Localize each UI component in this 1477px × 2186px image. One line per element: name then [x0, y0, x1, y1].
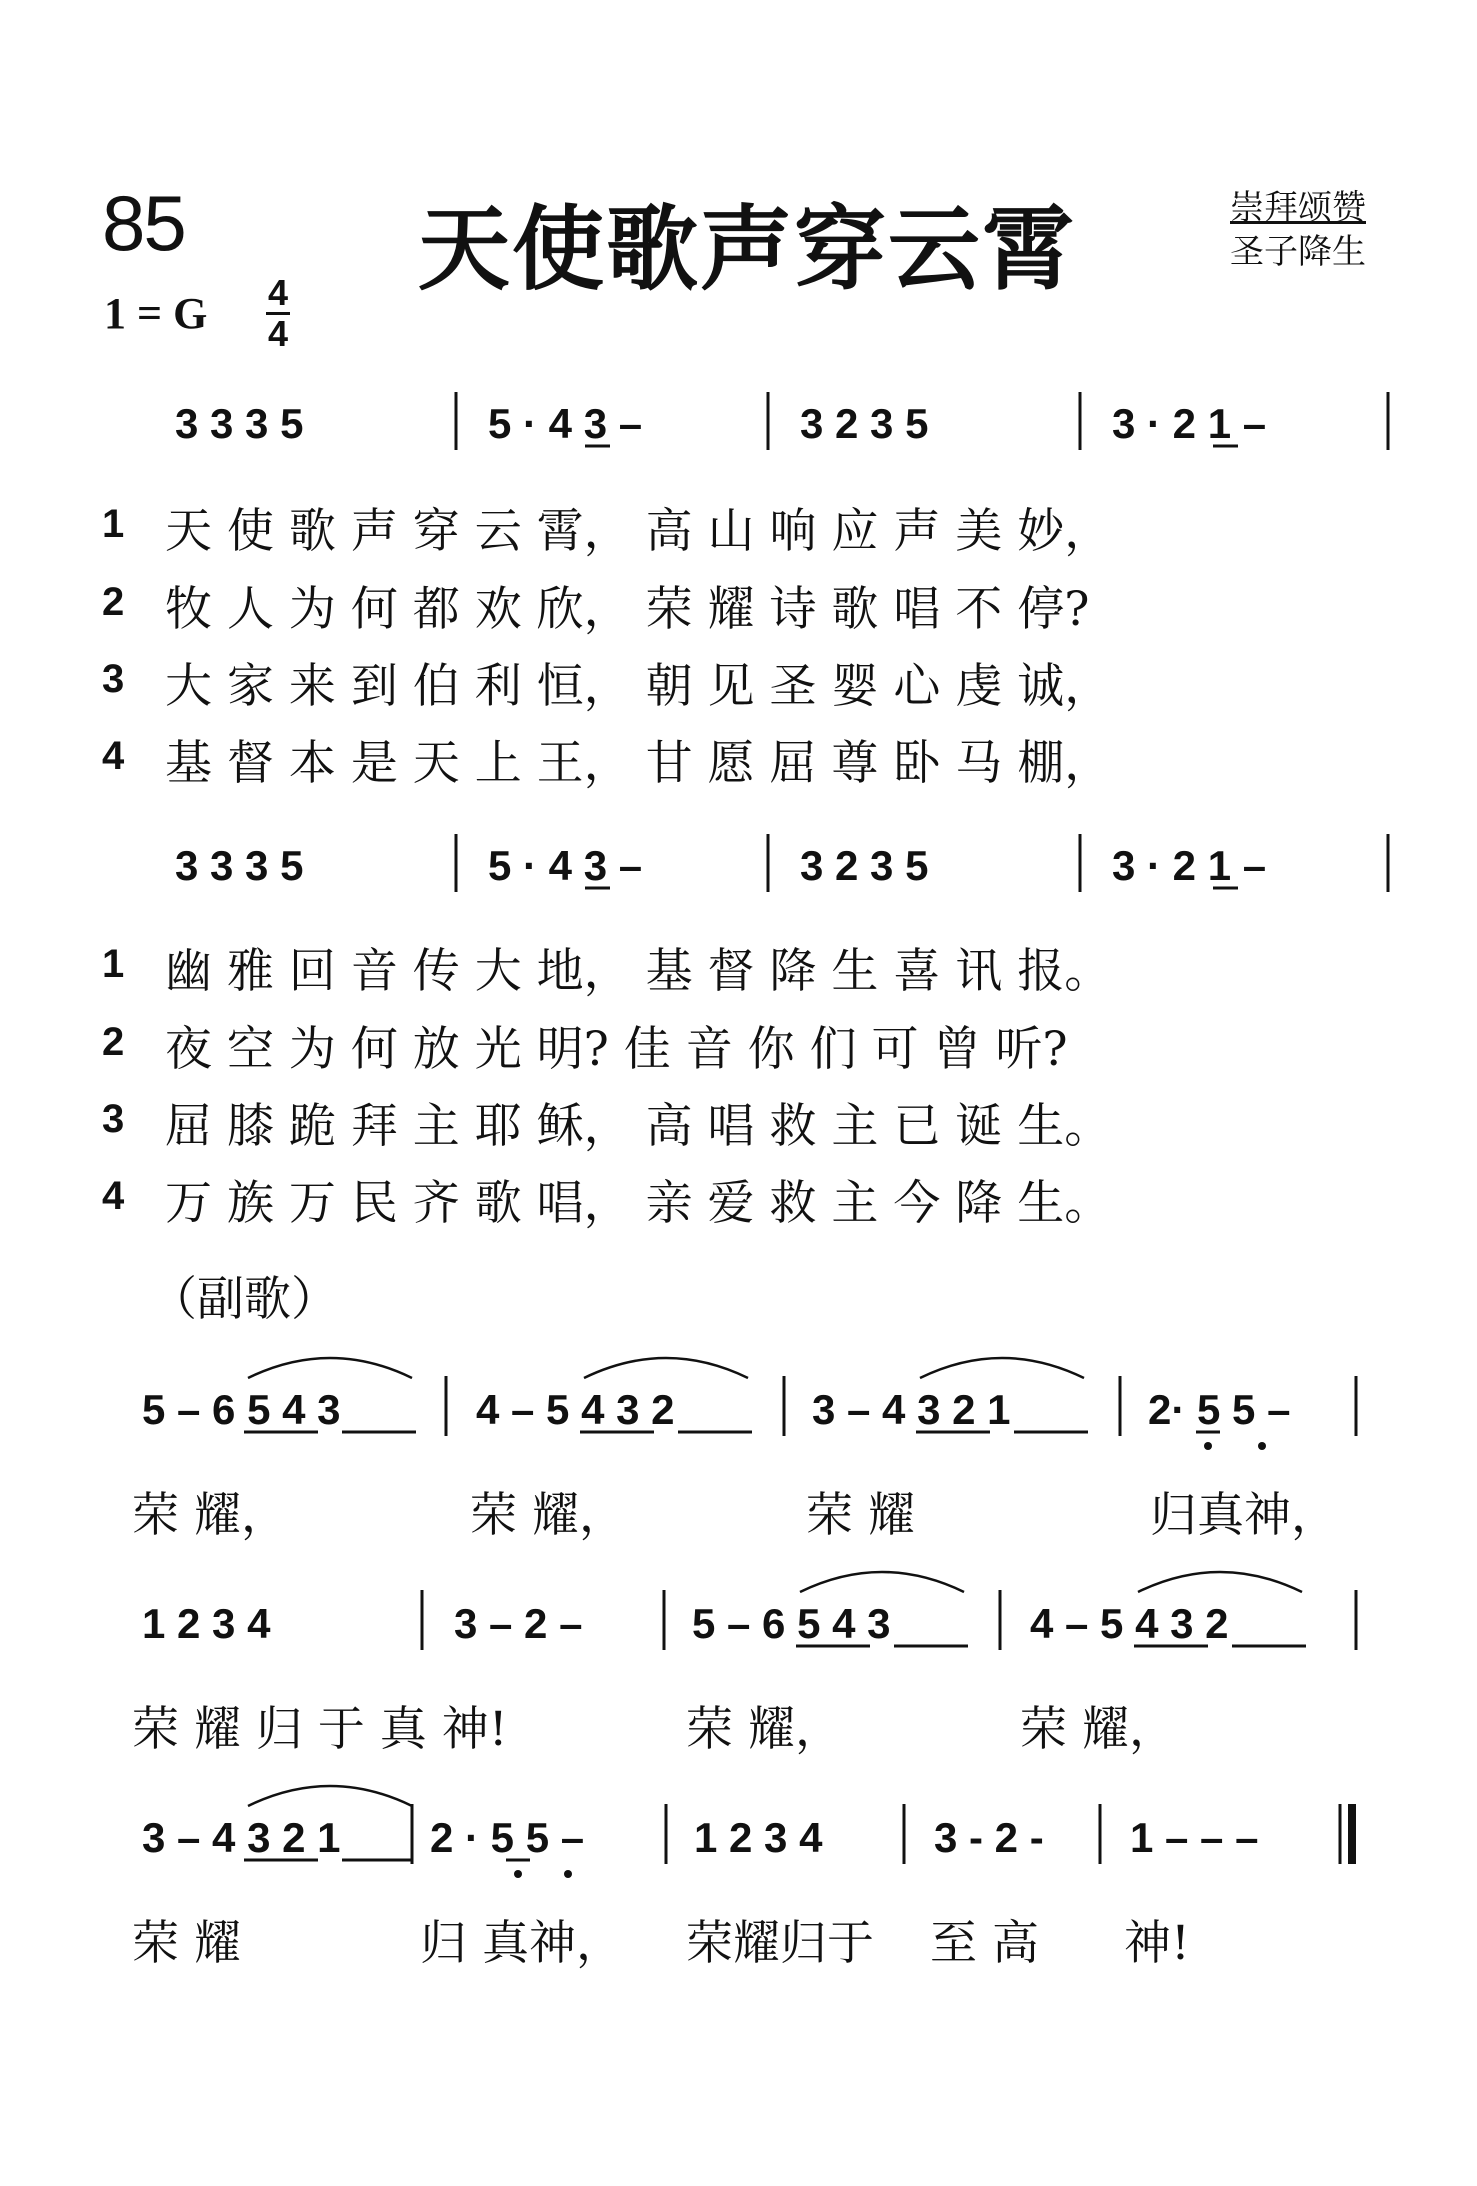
r3-measure-4: 3 - 2 - — [934, 1814, 1044, 1861]
slur — [248, 1358, 412, 1378]
s2-verse-1: 幽 雅 回 音 传 大 地， 基 督 降 生 喜 讯 报。 — [165, 944, 1112, 999]
verse-number: 4 — [102, 734, 125, 778]
hymn-number: 85 — [102, 179, 185, 267]
r1-measure-1: 5 – 6 5 4 3 — [142, 1386, 341, 1433]
r1-measure-3: 3 – 4 3 2 1 — [812, 1386, 1011, 1433]
s1-verse-3: 大 家 来 到 伯 利 恒， 朝 见 圣 婴 心 虔 诚， — [165, 659, 1112, 714]
verse-number: 1 — [102, 942, 125, 986]
r2-lyric-3: 荣 耀， — [1020, 1702, 1176, 1757]
r3-lyric-4: 至 高 — [930, 1916, 1039, 1971]
s2-measure-4: 3 · 2 1 – — [1112, 842, 1267, 889]
slur — [584, 1358, 748, 1378]
slur — [920, 1358, 1084, 1378]
r1-lyric-2: 荣 耀， — [470, 1488, 626, 1543]
octave-dot — [514, 1870, 522, 1878]
verse-number: 2 — [102, 1020, 125, 1064]
r3-measure-1: 3 – 4 3 2 1 — [142, 1814, 341, 1861]
s1-measure-3: 3 2 3 5 — [800, 400, 929, 447]
time-signature-bottom: 4 — [267, 313, 289, 354]
s2-verse-4: 万 族 万 民 齐 歌 唱， 亲 爱 救 主 今 降 生。 — [165, 1176, 1112, 1231]
s1-measure-4: 3 · 2 1 – — [1112, 400, 1267, 447]
r3-lyric-1: 荣 耀 — [132, 1916, 241, 1971]
final-barline-thick — [1348, 1804, 1356, 1864]
r3-lyric-2: 归 真神， — [420, 1916, 623, 1971]
verse-number: 3 — [102, 657, 125, 701]
r3-measure-5: 1 – – – — [1130, 1814, 1259, 1861]
s1-verse-1: 天 使 歌 声 穿 云 霄， 高 山 响 应 声 美 妙， — [165, 504, 1112, 559]
s2-verse-2: 夜 空 为 何 放 光 明? 佳 音 你 们 可 曾 听? — [165, 1022, 1068, 1077]
time-signature-top: 4 — [267, 272, 289, 313]
s1-measure-2: 5 · 4 3 – — [488, 400, 643, 447]
r2-lyric-1: 荣 耀 归 于 真 神! — [132, 1702, 508, 1757]
s2-verse-3: 屈 膝 跪 拜 主 耶 稣， 高 唱 救 主 已 诞 生。 — [165, 1099, 1112, 1154]
r2-measure-4: 4 – 5 4 3 2 — [1030, 1600, 1229, 1647]
slur — [248, 1786, 412, 1806]
r1-measure-4: 2· 5 5 – — [1148, 1386, 1291, 1433]
verse-number: 1 — [102, 502, 125, 546]
key-signature: 1 = G — [104, 289, 208, 338]
octave-dot — [1258, 1442, 1266, 1450]
s1-verse-4: 基 督 本 是 天 上 王， 甘 愿 屈 尊 卧 马 棚， — [165, 736, 1112, 791]
s2-measure-3: 3 2 3 5 — [800, 842, 929, 889]
octave-dot — [1204, 1442, 1212, 1450]
r1-lyric-1: 荣 耀， — [132, 1488, 288, 1543]
verse-number: 3 — [102, 1097, 125, 1141]
category-primary: 崇拜颂赞 — [1230, 188, 1366, 228]
r2-measure-2: 3 – 2 – — [454, 1600, 583, 1647]
r2-measure-1: 1 2 3 4 — [142, 1600, 271, 1647]
r1-measure-2: 4 – 5 4 3 2 — [476, 1386, 675, 1433]
s1-verse-2: 牧 人 为 何 都 欢 欣， 荣 耀 诗 歌 唱 不 停? — [165, 582, 1090, 637]
r3-lyric-5: 神! — [1124, 1916, 1190, 1971]
octave-dot — [564, 1870, 572, 1878]
verse-number: 2 — [102, 580, 125, 624]
hymn-title: 天使歌声穿云霄 — [418, 196, 1077, 303]
r3-lyric-3: 荣耀归于 — [686, 1916, 874, 1971]
s2-measure-1: 3 3 3 5 — [175, 842, 304, 889]
slur — [1138, 1572, 1302, 1592]
r1-lyric-4: 归真神， — [1150, 1488, 1338, 1543]
s1-measure-1: 3 3 3 5 — [175, 400, 304, 447]
r3-measure-3: 1 2 3 4 — [694, 1814, 823, 1861]
r2-lyric-2: 荣 耀， — [686, 1702, 842, 1757]
r1-lyric-3: 荣 耀 — [806, 1488, 915, 1543]
refrain-label: （副歌） — [150, 1272, 338, 1327]
category-secondary: 圣子降生 — [1230, 232, 1366, 272]
verse-number: 4 — [102, 1174, 125, 1218]
r2-measure-3: 5 – 6 5 4 3 — [692, 1600, 891, 1647]
slur — [800, 1572, 964, 1592]
r3-measure-2: 2 · 5 5 – — [430, 1814, 585, 1861]
s2-measure-2: 5 · 4 3 – — [488, 842, 643, 889]
